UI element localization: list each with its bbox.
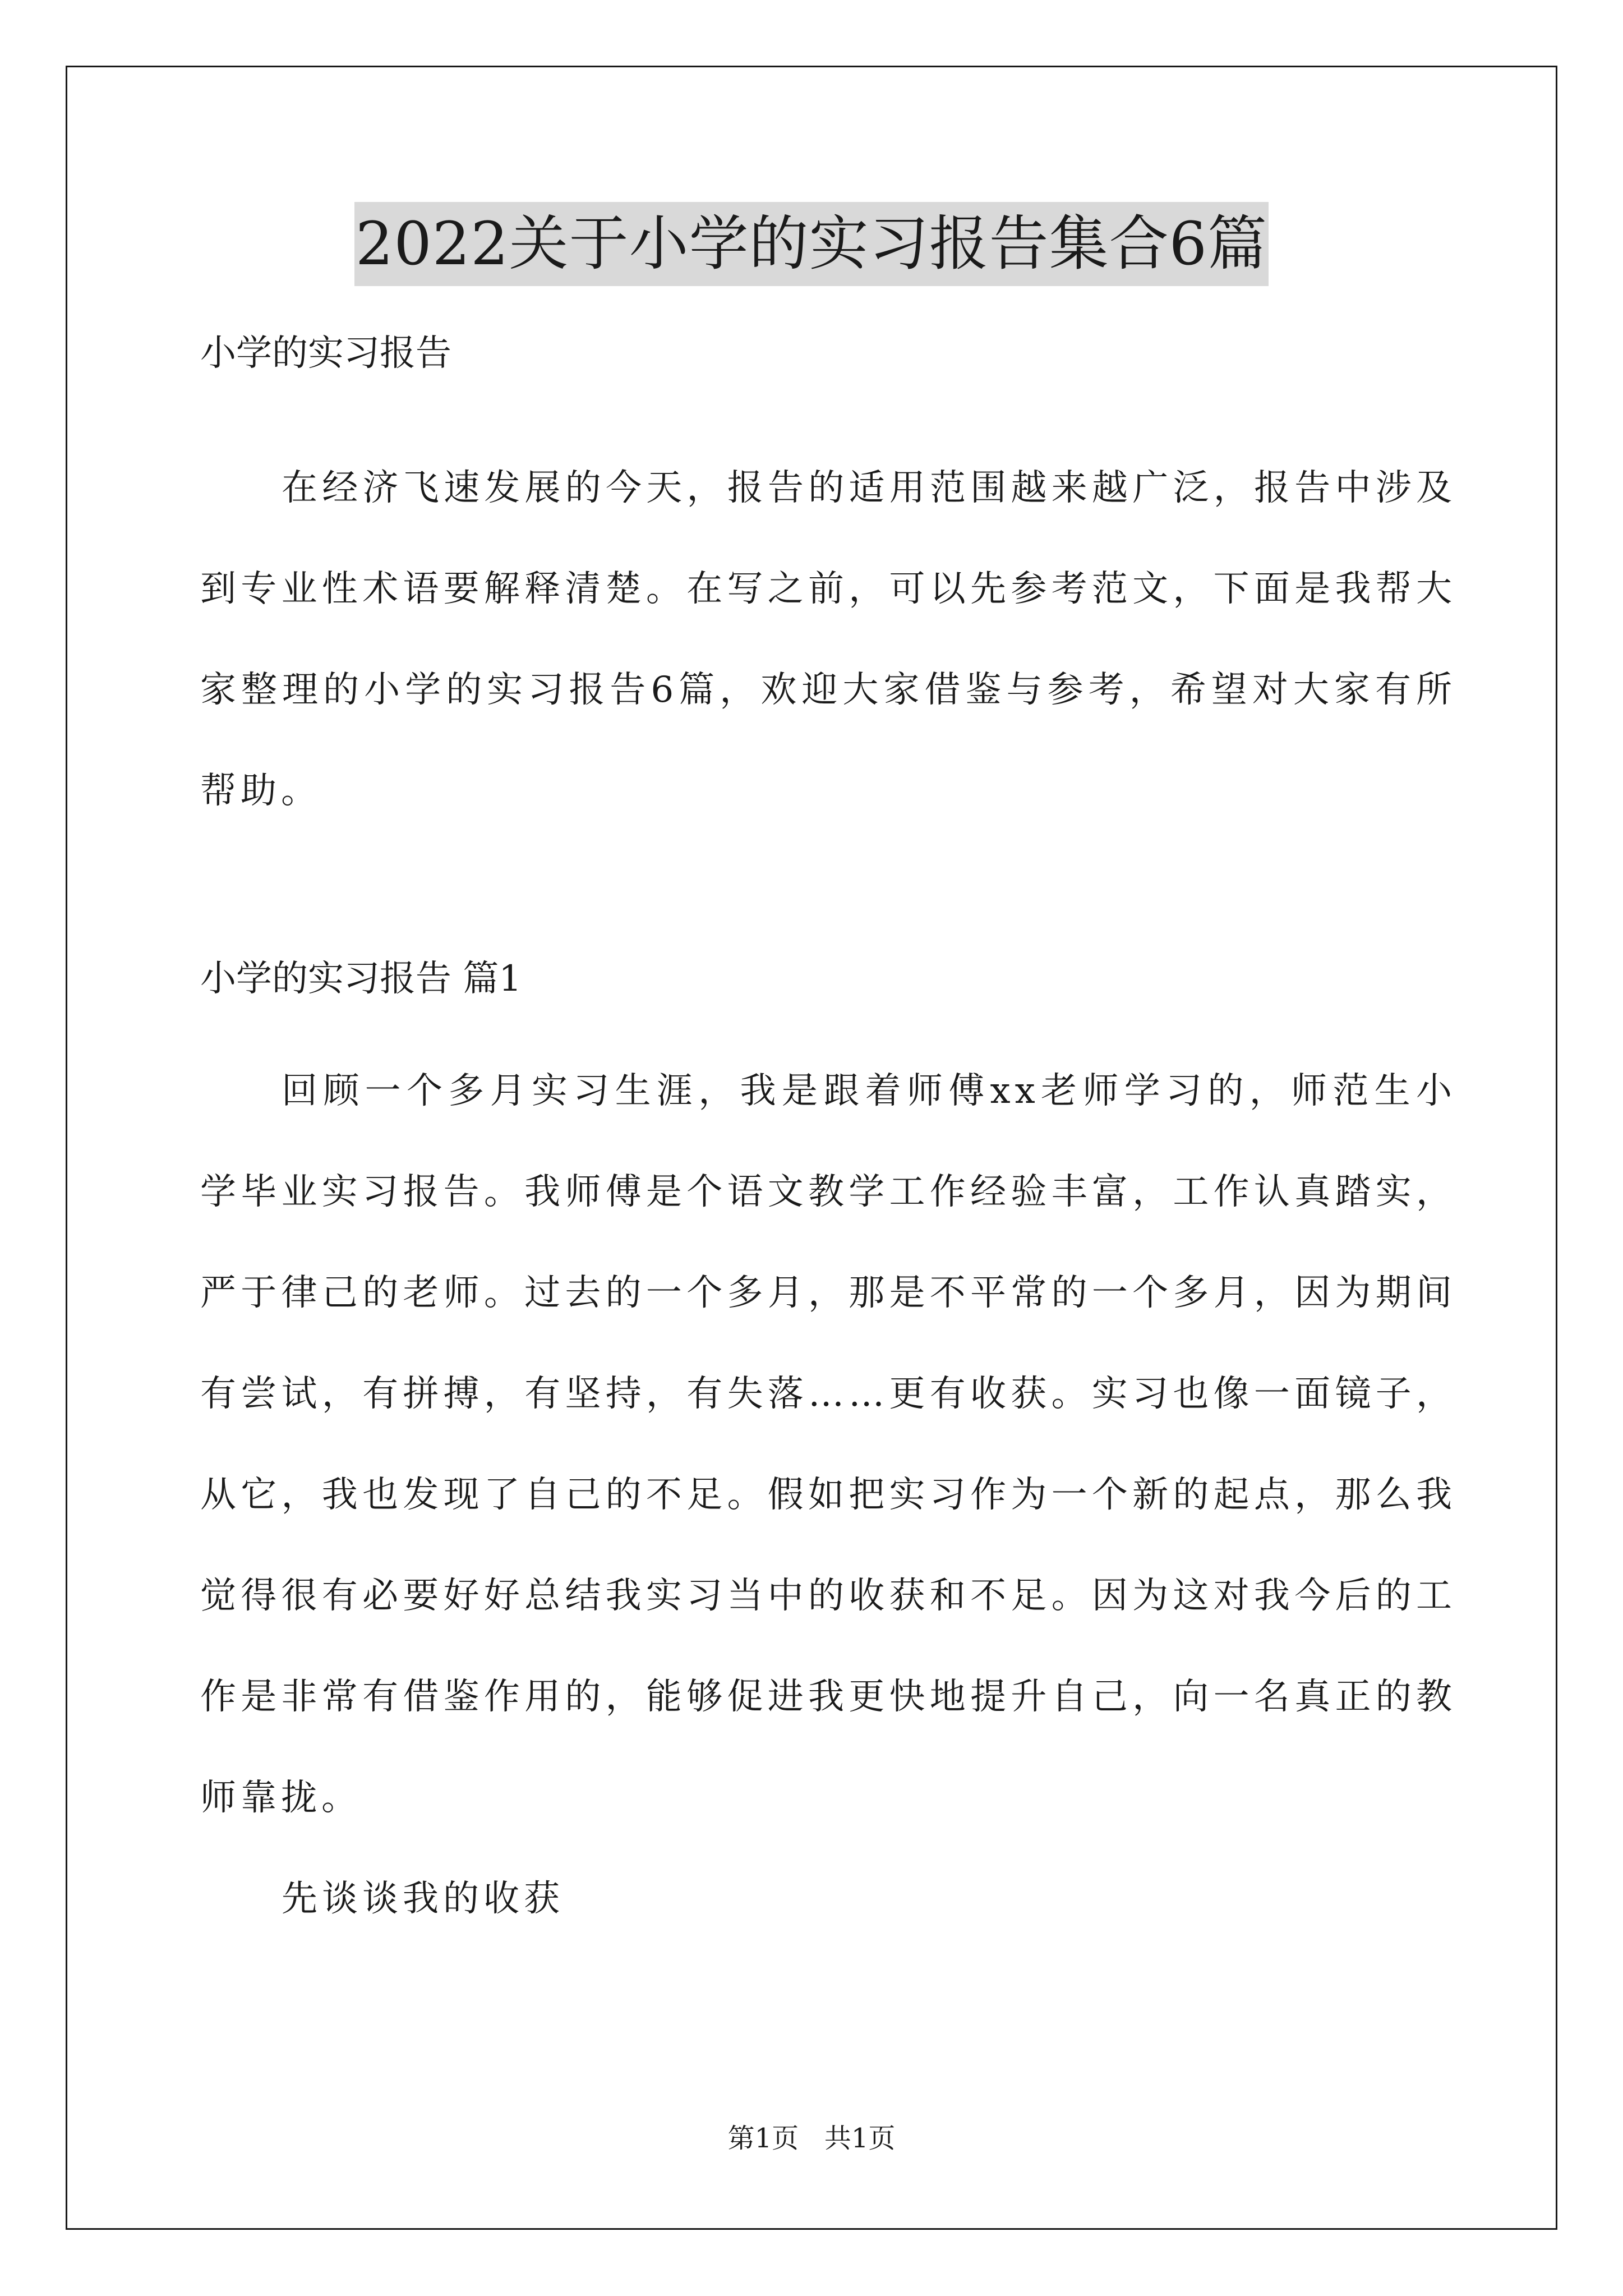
spacer <box>200 381 1456 438</box>
document-title: 2022关于小学的实习报告集合6篇 <box>354 202 1269 286</box>
title-container <box>0 202 1623 286</box>
page-footer: 第1页 共1页 <box>727 2123 896 2154</box>
section1-subheading: 先谈谈我的收获 <box>282 1878 564 1920</box>
document-body <box>200 325 1456 1949</box>
spacer <box>200 1007 1456 1041</box>
section1-heading: 小学的实习报告 篇1 <box>200 958 522 1000</box>
intro-heading: 小学的实习报告 <box>200 333 451 374</box>
spacer <box>200 841 1456 951</box>
section1-paragraph: 回顾一个多月实习生涯，我是跟着师傅xx老师学习的，师范生小学毕业实习报告。我师傅是个语文教学工作经验丰富，工作认真踏实，严于律己的老师。过去的一个多月，那是不平常的一个多月，因为期间有尝试，有拼搏，有坚持，有失落……更有收获。实习也像一面镜子，从它，我也发现了自己的不足。假如把实习作为一个新的起点，那么我觉得很有必要好好总结我实习当中的收获和不足。因为这对我今后的工作是非常有借鉴作用的，能够促进我更快地提升自己，向一名真正的教师靠拢。 <box>200 1070 1456 1819</box>
intro-paragraph: 在经济飞速发展的今天，报告的适用范围越来越广泛，报告中涉及到专业性术语要解释清楚。在写之前，可以先参考范文，下面是我帮大家整理的小学的实习报告6篇，欢迎大家借鉴与参考，希望对大家有所帮助。 <box>200 467 1456 812</box>
